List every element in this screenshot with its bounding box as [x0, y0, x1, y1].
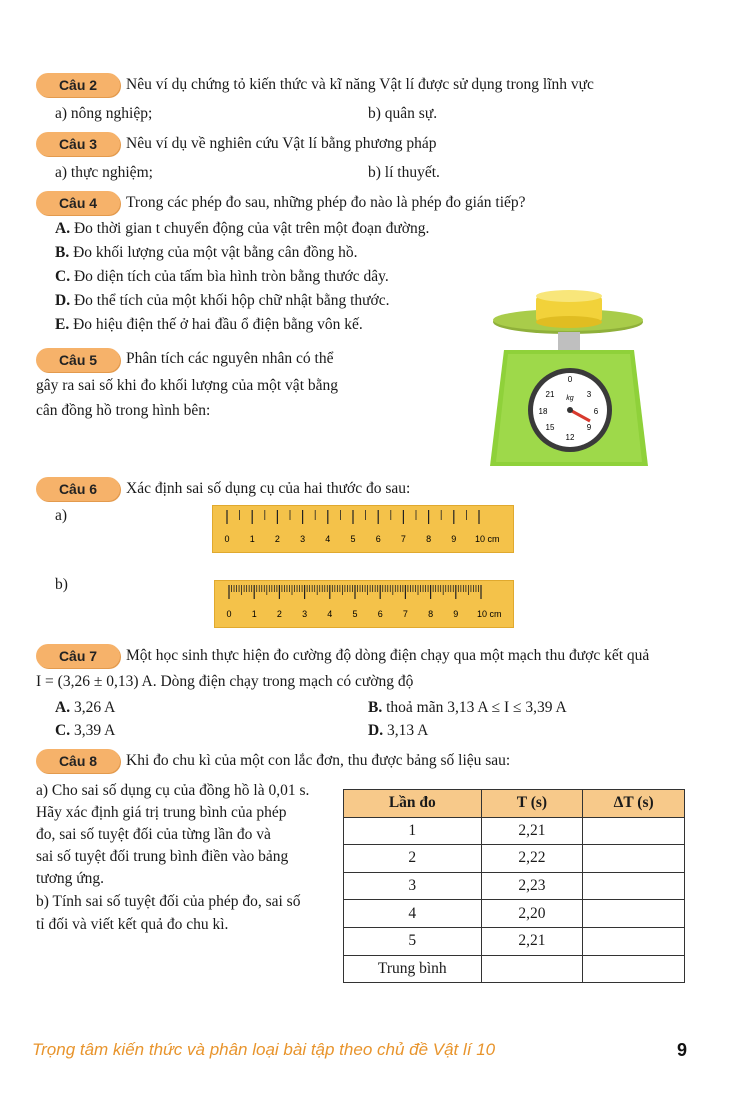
question-8-text: Khi đo chu kì của một con lắc đơn, thu được bảng số liệu sau: [126, 752, 511, 769]
ruler-a-label-text: 3 [300, 534, 306, 544]
question-4-text: Trong các phép đo sau, những phép đo nào là phép đo gián tiếp? [126, 194, 526, 211]
question-2-option-a: a) nông nghiệp; [55, 105, 153, 122]
question-5-line: cân đồng hồ trong hình bên: [36, 402, 211, 419]
dial-label-0: 0 [567, 375, 573, 384]
question-2-text: Nêu ví dụ chứng tỏ kiến thức và kĩ năng Vật lí được sử dụng trong lĩnh vực [126, 76, 594, 93]
dial-unit: kg [566, 395, 574, 402]
question-8-line: tương ứng. [36, 870, 105, 887]
ruler-b-label-text: 4 [327, 609, 333, 619]
page-number: 9 [677, 1040, 688, 1060]
table-header-row [344, 790, 685, 818]
question-4-option: B. Đo khối lượng của một vật bằng cân đồng hồ. [55, 244, 358, 261]
question-8-line: Hãy xác định giá trị trung bình của phép [36, 804, 287, 821]
ruler-a-label-text: 9 [451, 534, 457, 544]
table-row [344, 900, 685, 928]
question-3-badge: Câu 3 [36, 132, 120, 156]
ruler-a-label: a) [55, 507, 68, 524]
table-cell: 2,23 [481, 872, 583, 900]
question-5-badge: Câu 5 [36, 348, 120, 372]
question-4-option: D. Đo thể tích của một khối hộp chữ nhật bằng thước. [55, 292, 390, 309]
question-8-badge: Câu 8 [36, 749, 120, 773]
question-4-option: E. Đo hiệu điện thế ở hai đầu ổ điện bằng vôn kế. [55, 316, 363, 333]
ruler-a-label-text: 0 [224, 534, 230, 544]
ruler-a-label-text: 8 [426, 534, 432, 544]
table-cell [583, 817, 685, 845]
question-7-formula: I = (3,26 ± 0,13) A. Dòng điện chạy trong mạch có cường độ [36, 673, 414, 690]
question-4-option: A. Đo thời gian t chuyển động của vật trên một đoạn đường. [55, 220, 430, 237]
question-8-line: tỉ đối và viết kết quả đo chu kì. [36, 916, 229, 933]
ruler-a [212, 505, 514, 553]
table-row [344, 817, 685, 845]
ruler-a-label-text: 5 [350, 534, 356, 544]
question-8-line: a) Cho sai số dụng cụ của đồng hồ là 0,01 s. [36, 782, 310, 799]
ruler-a-label-text: 10 cm [475, 534, 500, 544]
ruler-a-label-text: 4 [325, 534, 331, 544]
period-data-table [343, 789, 685, 983]
ruler-b [214, 580, 514, 628]
ruler-b-label-text: 10 cm [477, 609, 502, 619]
question-2-option-b: b) quân sự. [368, 105, 438, 122]
scale-illustration [488, 290, 658, 470]
ruler-a-label-text: 7 [400, 534, 406, 544]
question-7-text: Một học sinh thực hiện đo cường độ dòng điện chạy qua một mạch thu được kết quả [126, 647, 650, 664]
ruler-b-label-text: 3 [302, 609, 308, 619]
table-header: ΔT (s) [583, 790, 685, 818]
table-row [344, 927, 685, 955]
table-cell [583, 900, 685, 928]
dial-label-12: 12 [565, 433, 575, 442]
table-cell: 2 [344, 845, 482, 873]
table-row [344, 845, 685, 873]
table-cell [481, 955, 583, 983]
ruler-b-label-text: 5 [352, 609, 358, 619]
question-4-option: C. Đo diện tích của tấm bìa hình tròn bằng thước dây. [55, 268, 389, 285]
question-5-line: Phân tích các nguyên nhân có thể [126, 350, 334, 367]
table-cell: 2,22 [481, 845, 583, 873]
ruler-b-label-text: 9 [453, 609, 459, 619]
ruler-b-label: b) [55, 576, 68, 593]
table-header: T (s) [481, 790, 583, 818]
question-8-line: đo, sai số tuyệt đối của từng lần đo và [36, 826, 271, 843]
question-7-option-d: D. 3,13 A [368, 722, 429, 739]
question-5-line: gây ra sai số khi đo khối lượng của một vật bằng [36, 377, 339, 394]
table-row [344, 955, 685, 983]
footer-title: Trọng tâm kiến thức và phân loại bài tập theo chủ đề Vật lí 10 [32, 1040, 496, 1059]
table-cell: 4 [344, 900, 482, 928]
table-cell: 3 [344, 872, 482, 900]
question-3-option-a: a) thực nghiệm; [55, 164, 153, 181]
question-8-line: sai số tuyệt đối trung bình điền vào bảng [36, 848, 289, 865]
table-cell: 2,21 [481, 817, 583, 845]
question-3-option-b: b) lí thuyết. [368, 164, 440, 181]
dial-label-6: 6 [593, 407, 599, 416]
table-cell [583, 927, 685, 955]
ruler-b-label-text: 2 [276, 609, 282, 619]
ruler-b-label-text: 0 [226, 609, 232, 619]
table-cell [583, 955, 685, 983]
ruler-a-label-text: 6 [375, 534, 381, 544]
dial-label-3: 3 [586, 390, 592, 399]
table-cell [583, 872, 685, 900]
dial-label-21: 21 [545, 390, 555, 399]
question-8-line: b) Tính sai số tuyệt đối của phép đo, sai số [36, 893, 301, 910]
table-cell: 1 [344, 817, 482, 845]
ruler-a-label-text: 1 [249, 534, 255, 544]
question-7-badge: Câu 7 [36, 644, 120, 668]
table-cell: Trung bình [344, 955, 482, 983]
dial-label-9: 9 [586, 423, 592, 432]
ruler-b-label-text: 6 [377, 609, 383, 619]
table-cell [583, 845, 685, 873]
ruler-b-label-text: 1 [251, 609, 257, 619]
dial-label-18: 18 [538, 407, 548, 416]
question-7-option-c: C. 3,39 A [55, 722, 116, 739]
question-3-text: Nêu ví dụ về nghiên cứu Vật lí bằng phương pháp [126, 135, 437, 152]
dial-label-15: 15 [545, 423, 555, 432]
question-6-badge: Câu 6 [36, 477, 120, 501]
ruler-b-label-text: 8 [428, 609, 434, 619]
question-2-badge: Câu 2 [36, 73, 120, 97]
question-6-text: Xác định sai số dụng cụ của hai thước đo sau: [126, 480, 411, 497]
question-7-option-b: B. thoả mãn 3,13 A ≤ I ≤ 3,39 A [368, 699, 567, 716]
question-7-option-a: A. 3,26 A [55, 699, 116, 716]
ruler-a-label-text: 2 [274, 534, 280, 544]
table-cell: 5 [344, 927, 482, 955]
question-4-badge: Câu 4 [36, 191, 120, 215]
table-cell: 2,21 [481, 927, 583, 955]
table-row [344, 872, 685, 900]
ruler-b-label-text: 7 [402, 609, 408, 619]
table-header: Lần đo [344, 790, 482, 818]
table-cell: 2,20 [481, 900, 583, 928]
